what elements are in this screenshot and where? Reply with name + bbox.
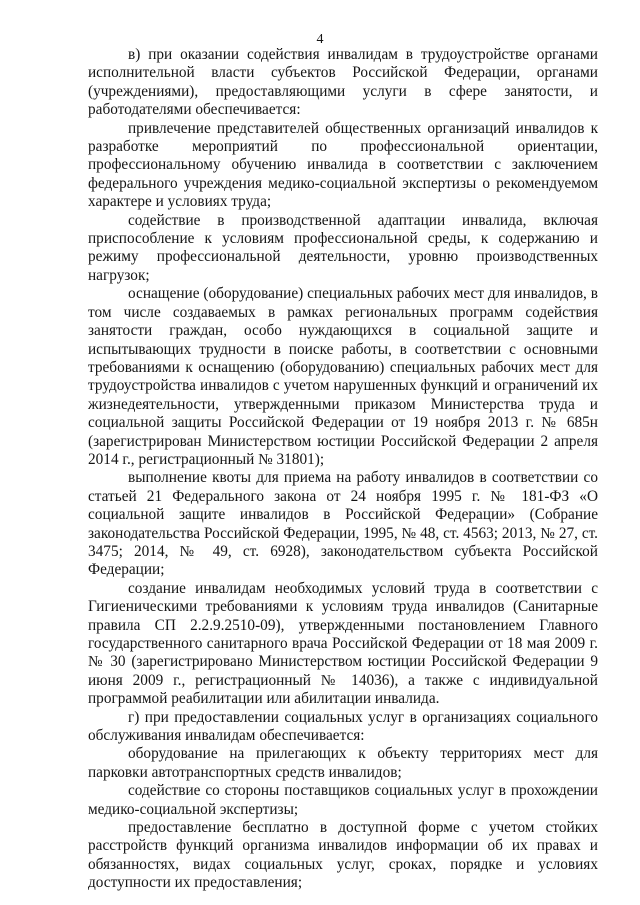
paragraph-working-conditions: создание инвалидам необходимых условий труда в соответствии с Гигиеническими требованиями к условиям труда инвалидов (Санитарные правила СП 2.2.9.2510-09), утвержденными постановлением Главного государственного санитарного врача Российской Федерации от 18 мая 2009 г. № 30 (зарегистрировано Министерством юстиции Российской Федерации 9 июня 2009 г., регистрационный № 14036), а также с индивидуальной программой реабилитации или абилитации инвалида. xyxy=(88,579,598,708)
document-body xyxy=(88,46,598,893)
paragraph-production-adaptation: содействие в производственной адаптации инвалида, включая приспособление к условиям профессиональной среды, к содержанию и режиму профессиональной деятельности, уровню производственных нагрузок; xyxy=(88,211,598,284)
paragraph-social-services-intro: г) при предоставлении социальных услуг в организациях социального обслуживания инвалидам обеспечивается: xyxy=(88,708,598,745)
paragraph-employment-quota: выполнение квоты для приема на работу инвалидов в соответствии со статьей 21 Федерального закона от 24 ноября 1995 г. № 181-ФЗ «О социальной защите инвалидов в Российской Федерации» (Собрание законодательства Российской Федерации, 1995, № 48, ст. 4563; 2013, № 27, ст. 3475; 2014, № 49, ст. 6928), законодательством субъекта Российской Федерации; xyxy=(88,469,598,579)
page-number: 4 xyxy=(316,32,324,47)
paragraph-public-organizations-involvement: привлечение представителей общественных организаций инвалидов к разработке мероприятий по профессиональной ориентации, профессиональному обучению инвалида в соответствии с заключением федерального учреждения медико-социальной экспертизы о рекомендуемом характере и условиях труда; xyxy=(88,119,598,211)
paragraph-employment-assistance-intro: в) при оказании содействия инвалидам в трудоустройстве органами исполнительной власти субъектов Российской Федерации, органами (учреждениями), предоставляющими услуги в сфере занятости, и работодателями обеспечивается: xyxy=(88,46,598,119)
paragraph-special-workplaces: оснащение (оборудование) специальных рабочих мест для инвалидов, в том числе создаваемых в рамках региональных программ содействия занятости граждан, особо нуждающихся в социальной защите и испытывающих трудности в поиске работы, в соответствии с основными требованиями к оснащению (оборудованию) специальных рабочих мест для трудоустройства инвалидов с учетом нарушенных функций и ограничений их жизнедеятельности, утвержденными приказом Министерства труда и социальной защиты Российской Федерации от 19 ноября 2013 г. № 685н (зарегистрирован Министерством юстиции Российской Федерации 2 апреля 2014 г., регистрационный № 31801); xyxy=(88,285,598,468)
paragraph-medical-social-expertise: содействие со стороны поставщиков социальных услуг в прохождении медико-социальной экспертизы; xyxy=(88,782,598,818)
paragraph-accessible-information: предоставление бесплатно в доступной форме с учетом стойких расстройств функций организма инвалидов информации об их правах и обязанностях, видах социальных услуг, сроках, порядке и условиях доступности их предоставления; xyxy=(88,819,598,892)
paragraph-parking-places: оборудование на прилегающих к объекту территориях мест для парковки автотранспортных средств инвалидов; xyxy=(88,745,598,781)
